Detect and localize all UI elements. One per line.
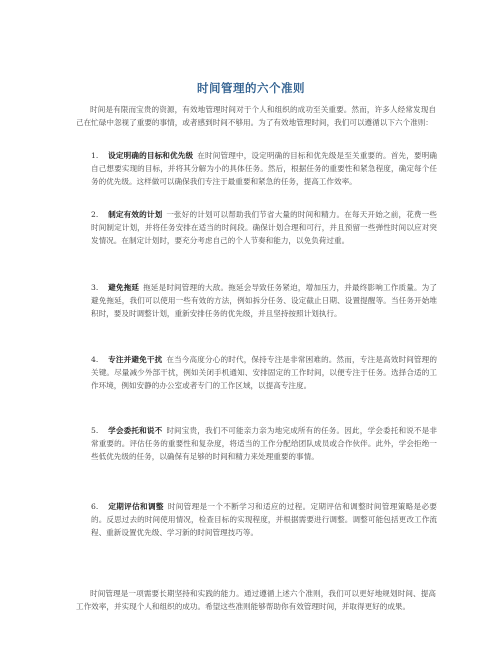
guideline-2 [91,208,437,248]
guideline-heading: 设定明确的目标和优先级 [108,151,194,160]
guideline-heading: 专注并避免干扰 [108,355,163,364]
guideline-number: 6. [91,502,99,511]
guideline-3 [91,281,437,321]
guideline-text: 在当今高度分心的时代，保持专注是非常困难的。然而，专注是高效时间管理的关键。尽量减少外部干扰，例如关闭手机通知、安排固定的工作时间，以便专注于任务。选择合适的工作环境，例如安静的办公室或者专门的工作区域，以提高专注度。 [91,355,437,391]
guideline-text: 时间宝贵，我们不可能亲力亲为地完成所有的任务。因此，学会委托和说不是非常重要的。评估任务的重要性和复杂度，将适当的工作分配给团队成员或合作伙伴。此外，学会拒绝一些低优先级的任务，以确保有足够的时间和精力来处理重要的事情。 [91,426,437,462]
guideline-text: 拖延是时间管理的大敌。拖延会导致任务紧迫，增加压力，并最终影响工作质量。为了避免拖延，我们可以使用一些有效的方法，例如拆分任务、设定截止日期、设置提醒等。当任务开始堆积时，要及时调整计划，重新安排任务的优先级，并且坚持按照计划执行。 [91,283,438,319]
guideline-number: 3. [91,283,99,292]
guideline-heading: 学会委托和说不 [108,426,163,435]
guideline-heading: 避免拖延 [108,283,140,292]
guideline-number: 1. [91,151,99,160]
conclusion-paragraph: 时间管理是一项需要长期坚持和实践的能力。通过遵循上述六个准则，我们可以更好地规划时间、提高工作效率，并实现个人和组织的成功。希望这些准则能够帮助你有效管理时间，并取得更好的成果。 [76,589,436,612]
document-title: 时间管理的六个准则 [197,81,305,95]
guideline-number: 5. [91,426,99,435]
guideline-5 [91,424,437,464]
guideline-6 [91,500,437,540]
guideline-number: 4. [91,355,99,364]
guideline-text: 一张好的计划可以帮助我们节省大量的时间和精力。在每天开始之前，花费一些时间制定计划，并将任务安排在适当的时间段。确保计划合理和可行，并且预留一些弹性时间以应对突发情况。在制定计划时，要充分考虑自己的个人节奏和能力，以免负荷过重。 [91,210,437,246]
guideline-heading: 制定有效的计划 [108,210,163,219]
guideline-heading: 定期评估和调整 [108,502,164,511]
guideline-number: 2. [91,210,99,219]
intro-paragraph: 时间是有限而宝贵的资源，有效地管理时间对于个人和组织的成功至关重要。然而，许多人经常发现自己在忙碌中忽视了重要的事情，或者感到时间不够用。为了有效地管理时间，我们可以遵循以下六个准则： [76,105,436,128]
guideline-1 [91,149,437,189]
guideline-text: 在时间管理中，设定明确的目标和优先级是至关重要的。首先，要明确自己想要实现的目标，并将其分解为小的具体任务。然后，根据任务的重要性和紧急程度，确定每个任务的优先级。这样做可以确保我们专注于最重要和紧急的任务，提高工作效率。 [91,151,437,187]
guideline-text: 时间管理是一个不断学习和适应的过程。定期评估和调整时间管理策略是必要的。反思过去的时间使用情况，检查目标的实现程度，并根据需要进行调整。调整可能包括更改工作流程、重新设置优先级、学习新的时间管理技巧等。 [91,502,438,538]
guideline-4 [91,353,437,393]
